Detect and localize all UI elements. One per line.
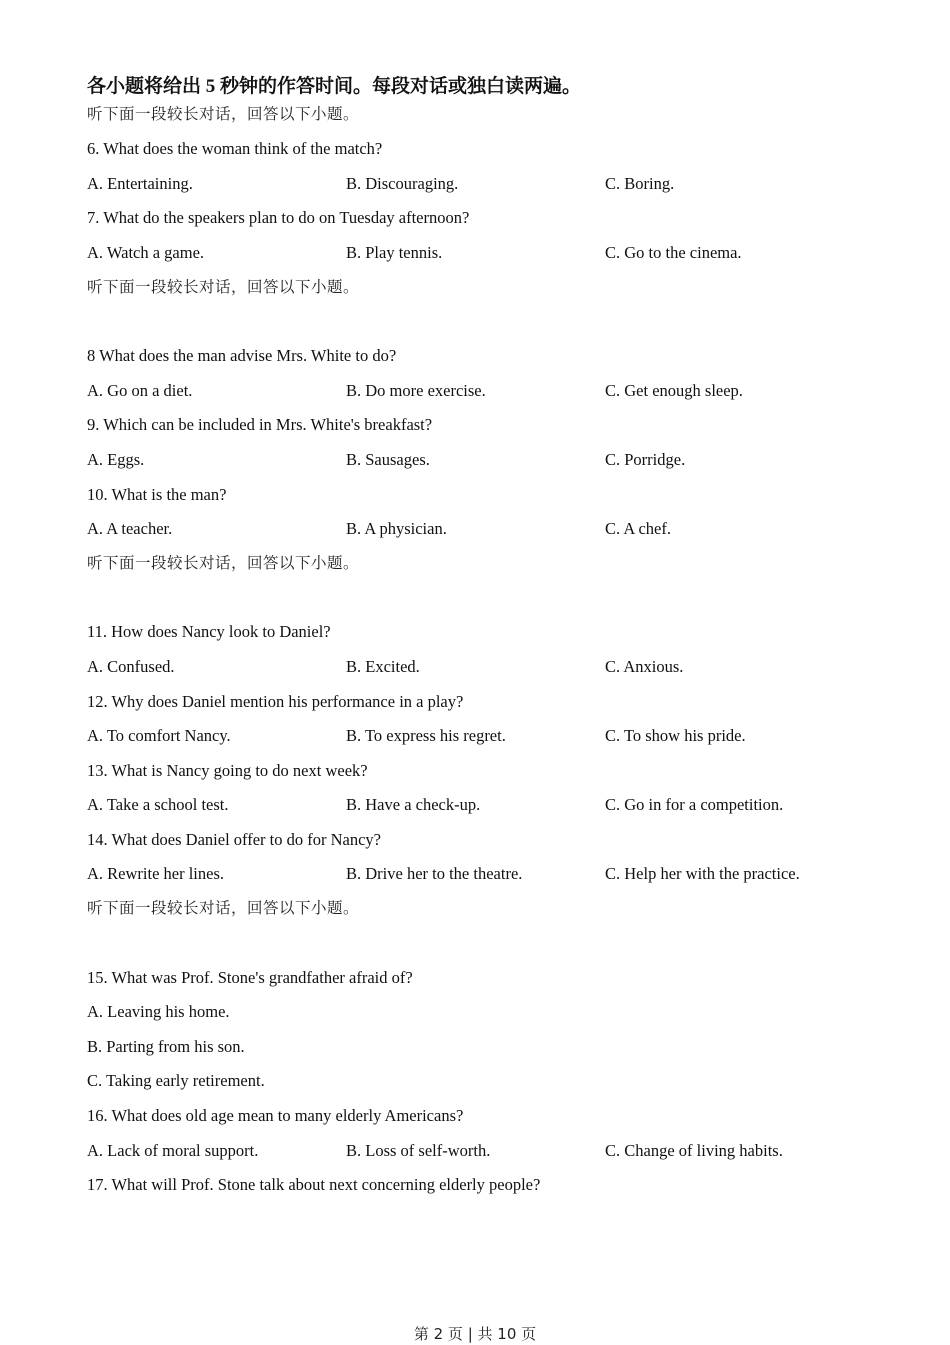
- option-7b: B. Play tennis.: [346, 243, 443, 262]
- question-8: 8 What does the man advise Mrs. White to do?: [87, 346, 397, 365]
- page-footer: 第 2 页 | 共 10 页: [413, 1325, 537, 1343]
- question-10: 10. What is the man?: [87, 485, 227, 504]
- option-10a: A. A teacher.: [87, 519, 173, 538]
- instruction-2: 听下面一段较长对话，回答以下小题。: [87, 279, 360, 296]
- options-7: [87, 242, 887, 264]
- option-14a: A. Rewrite her lines.: [87, 864, 225, 883]
- question-9: 9. Which can be included in Mrs. White's breakfast?: [87, 415, 433, 434]
- option-14c: C. Help her with the practice.: [605, 864, 800, 883]
- question-11: 11. How does Nancy look to Daniel?: [87, 622, 331, 641]
- option-9b: B. Sausages.: [346, 450, 430, 469]
- option-15c: C. Taking early retirement.: [87, 1071, 265, 1090]
- options-10: [87, 518, 887, 540]
- option-10c: C. A chef.: [605, 519, 671, 538]
- question-14: 14. What does Daniel offer to do for Nancy?: [87, 830, 382, 849]
- option-7a: A. Watch a game.: [87, 243, 205, 262]
- option-11c: C. Anxious.: [605, 657, 684, 676]
- option-12b: B. To express his regret.: [346, 726, 506, 745]
- option-6b: B. Discouraging.: [346, 174, 459, 193]
- option-11a: A. Confused.: [87, 657, 175, 676]
- option-13a: A. Take a school test.: [87, 795, 229, 814]
- option-13c: C. Go in for a competition.: [605, 795, 784, 814]
- option-15a: A. Leaving his home.: [87, 1002, 230, 1021]
- option-8a: A. Go on a diet.: [87, 381, 193, 400]
- option-6a: A. Entertaining.: [87, 174, 193, 193]
- option-8b: B. Do more exercise.: [346, 381, 486, 400]
- question-15: 15. What was Prof. Stone's grandfather afraid of?: [87, 968, 413, 987]
- option-12c: C. To show his pride.: [605, 726, 746, 745]
- options-8: [87, 380, 887, 402]
- option-6c: C. Boring.: [605, 174, 675, 193]
- question-17: 17. What will Prof. Stone talk about next concerning elderly people?: [87, 1175, 541, 1194]
- question-6: 6. What does the woman think of the match?: [87, 139, 383, 158]
- question-13: 13. What is Nancy going to do next week?: [87, 761, 368, 780]
- question-16: 16. What does old age mean to many elderly Americans?: [87, 1106, 464, 1125]
- section-heading: 各小题将给出 5 秒钟的作答时间。每段对话或独白读两遍。: [87, 76, 582, 97]
- option-9a: A. Eggs.: [87, 450, 145, 469]
- options-9: [87, 449, 887, 471]
- option-7c: C. Go to the cinema.: [605, 243, 742, 262]
- question-12: 12. Why does Daniel mention his performance in a play?: [87, 692, 464, 711]
- option-16a: A. Lack of moral support.: [87, 1141, 259, 1160]
- options-14: [87, 863, 887, 885]
- instruction-3: 听下面一段较长对话，回答以下小题。: [87, 555, 360, 572]
- question-7: 7. What do the speakers plan to do on Tuesday afternoon?: [87, 208, 470, 227]
- option-16b: B. Loss of self-worth.: [346, 1141, 491, 1160]
- options-16: [87, 1140, 887, 1162]
- option-15b: B. Parting from his son.: [87, 1037, 245, 1056]
- option-8c: C. Get enough sleep.: [605, 381, 743, 400]
- option-9c: C. Porridge.: [605, 450, 686, 469]
- options-13: [87, 794, 887, 816]
- option-13b: B. Have a check-up.: [346, 795, 481, 814]
- option-12a: A. To comfort Nancy.: [87, 726, 231, 745]
- instruction-4: 听下面一段较长对话，回答以下小题。: [87, 900, 360, 917]
- options-6: [87, 173, 887, 195]
- option-14b: B. Drive her to the theatre.: [346, 864, 523, 883]
- option-11b: B. Excited.: [346, 657, 420, 676]
- options-12: [87, 725, 887, 747]
- options-11: [87, 656, 887, 678]
- option-10b: B. A physician.: [346, 519, 447, 538]
- instruction-1: 听下面一段较长对话，回答以下小题。: [87, 106, 360, 123]
- option-16c: C. Change of living habits.: [605, 1141, 783, 1160]
